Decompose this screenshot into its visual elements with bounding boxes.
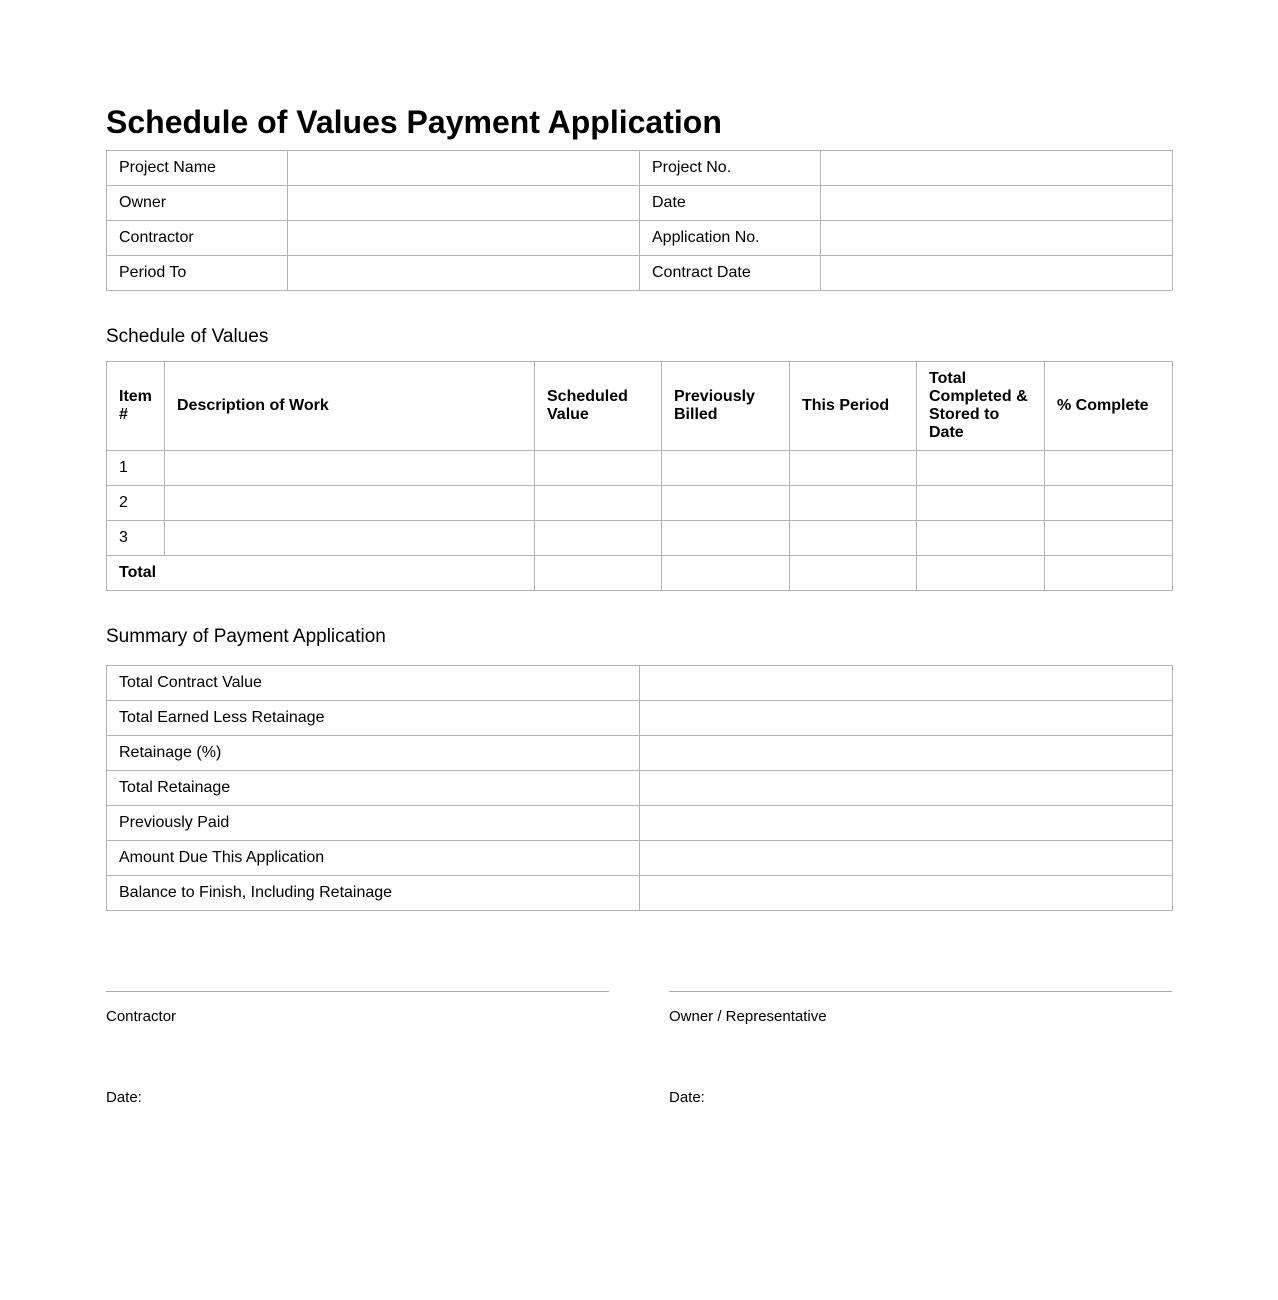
column-header-item-number: Item # <box>107 362 165 451</box>
summary-row-total-earned-less-retainage <box>107 701 1173 736</box>
owner-signature-block <box>669 991 1172 1106</box>
contract-date-field[interactable] <box>821 256 1173 291</box>
summary-row-total-contract-value <box>107 666 1173 701</box>
period-to-label: Period To <box>107 256 288 291</box>
contractor-field[interactable] <box>288 221 640 256</box>
total-percent-complete-cell[interactable] <box>1045 556 1173 591</box>
column-header-percent-complete: % Complete <box>1045 362 1173 451</box>
this-period-cell[interactable] <box>790 486 917 521</box>
summary-label: Balance to Finish, Including Retainage <box>107 876 640 911</box>
period-to-field[interactable] <box>288 256 640 291</box>
table-row <box>107 521 1173 556</box>
project-name-label: Project Name <box>107 151 288 186</box>
info-row-contractor <box>107 221 1173 256</box>
contractor-signature-line[interactable] <box>106 991 609 992</box>
page-title: Schedule of Values Payment Application <box>106 104 722 140</box>
description-cell[interactable] <box>165 521 535 556</box>
total-previously-billed-cell[interactable] <box>662 556 790 591</box>
sov-header-row <box>107 362 1173 451</box>
summary-row-amount-due <box>107 841 1173 876</box>
summary-row-previously-paid <box>107 806 1173 841</box>
table-row <box>107 486 1173 521</box>
previously-billed-cell[interactable] <box>662 451 790 486</box>
summary-table <box>106 665 1173 911</box>
summary-label: Previously Paid <box>107 806 640 841</box>
scheduled-value-cell[interactable] <box>535 451 662 486</box>
item-number-cell: 3 <box>107 521 165 556</box>
total-completed-cell[interactable] <box>917 556 1045 591</box>
owner-field[interactable] <box>288 186 640 221</box>
summary-heading: Summary of Payment Application <box>106 626 386 647</box>
summary-label: Total Contract Value <box>107 666 640 701</box>
total-label: Total <box>107 556 535 591</box>
summary-value-field[interactable] <box>640 771 1173 806</box>
contract-date-label: Contract Date <box>640 256 821 291</box>
description-cell[interactable] <box>165 486 535 521</box>
project-info-table <box>106 150 1173 291</box>
project-name-field[interactable] <box>288 151 640 186</box>
column-header-this-period: This Period <box>790 362 917 451</box>
previously-billed-cell[interactable] <box>662 486 790 521</box>
summary-label: Retainage (%) <box>107 736 640 771</box>
summary-label: Total Retainage <box>107 771 640 806</box>
total-scheduled-value-cell[interactable] <box>535 556 662 591</box>
contractor-label: Contractor <box>107 221 288 256</box>
project-no-label: Project No. <box>640 151 821 186</box>
percent-complete-cell[interactable] <box>1045 451 1173 486</box>
previously-billed-cell[interactable] <box>662 521 790 556</box>
column-header-previously-billed: Previously Billed <box>662 362 790 451</box>
info-row-project-name <box>107 151 1173 186</box>
schedule-of-values-table <box>106 361 1173 591</box>
date-field[interactable] <box>821 186 1173 221</box>
percent-complete-cell[interactable] <box>1045 521 1173 556</box>
summary-value-field[interactable] <box>640 876 1173 911</box>
this-period-cell[interactable] <box>790 521 917 556</box>
percent-complete-cell[interactable] <box>1045 486 1173 521</box>
contractor-date-label: Date: <box>106 1089 142 1106</box>
scheduled-value-cell[interactable] <box>535 486 662 521</box>
summary-row-balance-to-finish <box>107 876 1173 911</box>
table-row <box>107 451 1173 486</box>
owner-label: Owner <box>107 186 288 221</box>
application-no-field[interactable] <box>821 221 1173 256</box>
application-no-label: Application No. <box>640 221 821 256</box>
column-header-description: Description of Work <box>165 362 535 451</box>
summary-value-field[interactable] <box>640 841 1173 876</box>
total-completed-cell[interactable] <box>917 486 1045 521</box>
info-row-period-to <box>107 256 1173 291</box>
total-this-period-cell[interactable] <box>790 556 917 591</box>
contractor-signature-block <box>106 991 609 1106</box>
column-header-total-completed: Total Completed & Stored to Date <box>917 362 1045 451</box>
description-cell[interactable] <box>165 451 535 486</box>
summary-value-field[interactable] <box>640 666 1173 701</box>
summary-row-total-retainage <box>107 771 1173 806</box>
schedule-of-values-heading: Schedule of Values <box>106 326 269 347</box>
summary-label: Amount Due This Application <box>107 841 640 876</box>
summary-value-field[interactable] <box>640 736 1173 771</box>
owner-signature-line[interactable] <box>669 991 1172 992</box>
scheduled-value-cell[interactable] <box>535 521 662 556</box>
contractor-signature-label: Contractor <box>106 1008 177 1025</box>
summary-value-field[interactable] <box>640 701 1173 736</box>
item-number-cell: 2 <box>107 486 165 521</box>
info-row-owner <box>107 186 1173 221</box>
owner-date-label: Date: <box>669 1089 705 1106</box>
total-completed-cell[interactable] <box>917 521 1045 556</box>
total-completed-cell[interactable] <box>917 451 1045 486</box>
summary-row-retainage-percent <box>107 736 1173 771</box>
this-period-cell[interactable] <box>790 451 917 486</box>
total-row <box>107 556 1173 591</box>
owner-signature-label: Owner / Representative <box>669 1008 827 1025</box>
summary-label: Total Earned Less Retainage <box>107 701 640 736</box>
summary-value-field[interactable] <box>640 806 1173 841</box>
column-header-scheduled-value: Scheduled Value <box>535 362 662 451</box>
item-number-cell: 1 <box>107 451 165 486</box>
project-no-field[interactable] <box>821 151 1173 186</box>
date-label: Date <box>640 186 821 221</box>
